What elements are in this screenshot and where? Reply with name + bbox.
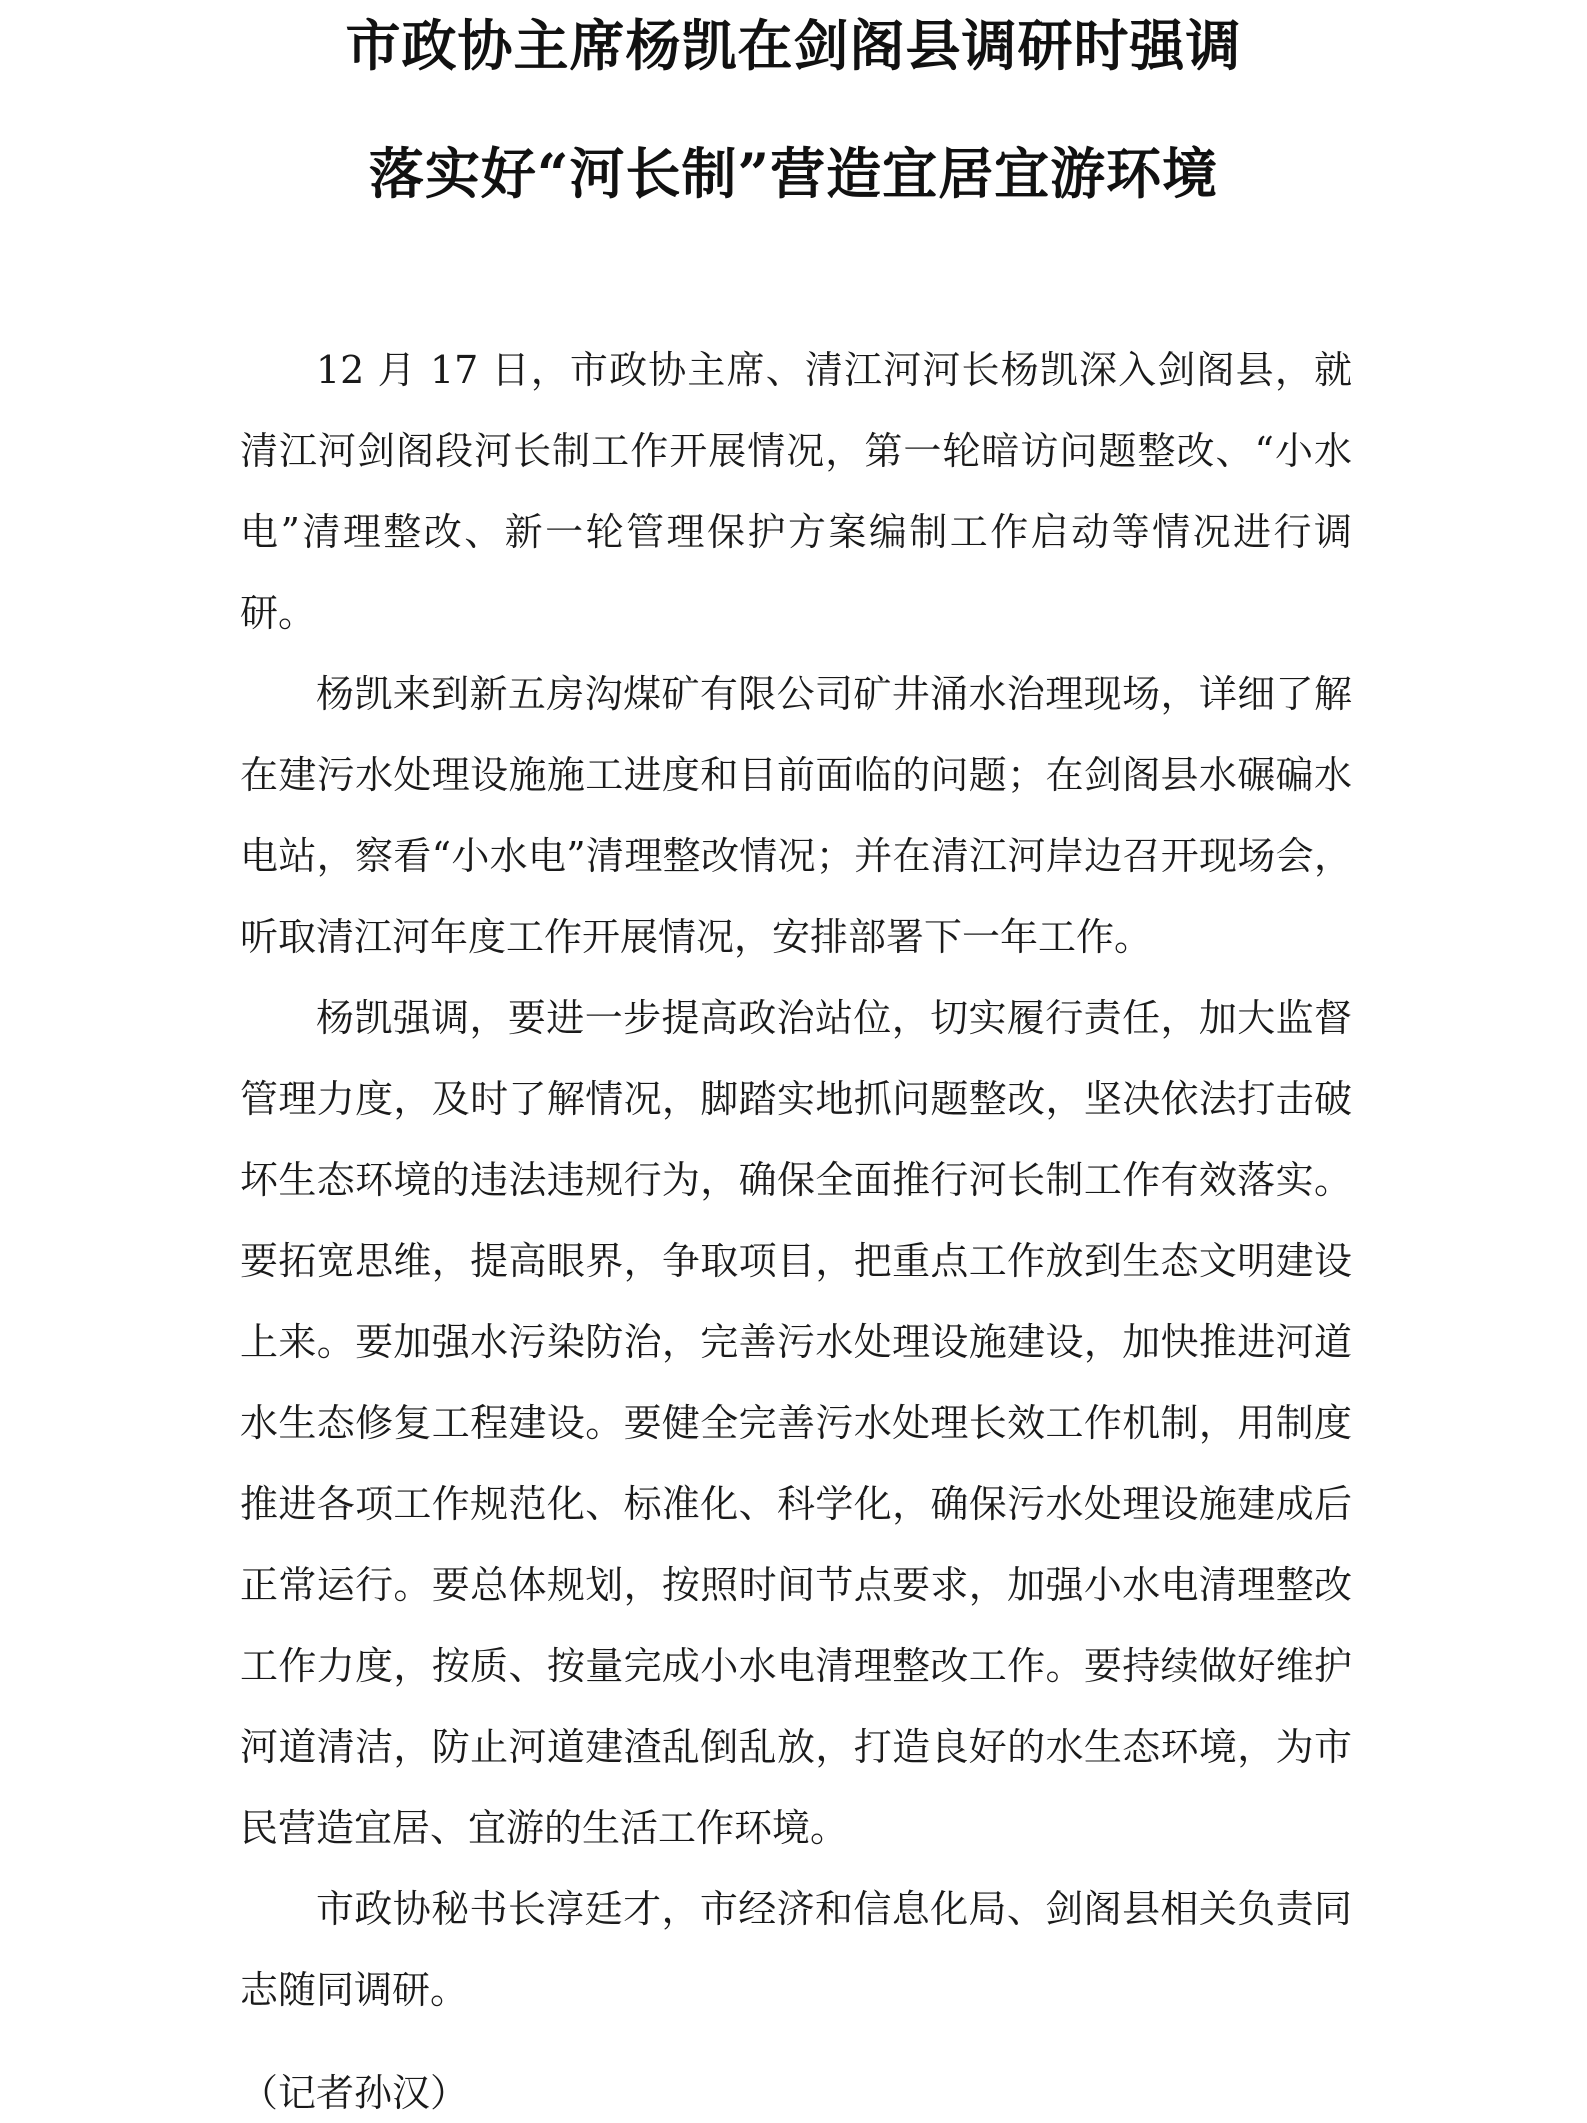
title-line-2: 落实好“河长制”营造宜居宜游环境: [368, 141, 1219, 206]
paragraph-1: 12 月 17 日，市政协主席、清江河河长杨凯深入剑阁县，就清江河剑阁段河长制工作开展情况，第一轮暗访问题整改、“小水电”清理整改、新一轮管理保护方案编制工作启动等情况进行调研。: [240, 348, 1352, 635]
reporter-byline: （记者孙汉）: [240, 2071, 469, 2115]
paragraph-3: 杨凯强调，要进一步提高政治站位，切实履行责任，加大监督管理力度，及时了解情况，脚踏实地抓问题整改，坚决依法打击破坏生态环境的违法违规行为，确保全面推行河长制工作有效落实。要拓宽思维，提高眼界，争取项目，把重点工作放到生态文明建设上来。要加强水污染防治，完善污水处理设施建设，加快推进河道水生态修复工程建设。要健全完善污水处理长效工作机制，用制度推进各项工作规范化、标准化、科学化，确保污水处理设施建成后正常运行。要总体规划，按照时间节点要求，加强小水电清理整改工作力度，按质、按量完成小水电清理整改工作。要持续做好维护河道清洁，防止河道建渣乱倒乱放，打造良好的水生态环境，为市民营造宜居、宜游的生活工作环境。: [240, 996, 1352, 1850]
paragraph-2: 杨凯来到新五房沟煤矿有限公司矿井涌水治理现场，详细了解在建污水处理设施施工进度和目前面临的问题；在剑阁县水碾碥水电站，察看“小水电”清理整改情况；并在清江河岸边召开现场会，听取清江河年度工作开展情况，安排部署下一年工作。: [240, 672, 1352, 959]
article-body: [240, 330, 1352, 2031]
paragraph-4: 市政协秘书长淳廷才，市经济和信息化局、剑阁县相关负责同志随同调研。: [240, 1887, 1352, 2012]
title-line-1: 市政协主席杨凯在剑阁县调研时强调: [345, 13, 1242, 78]
